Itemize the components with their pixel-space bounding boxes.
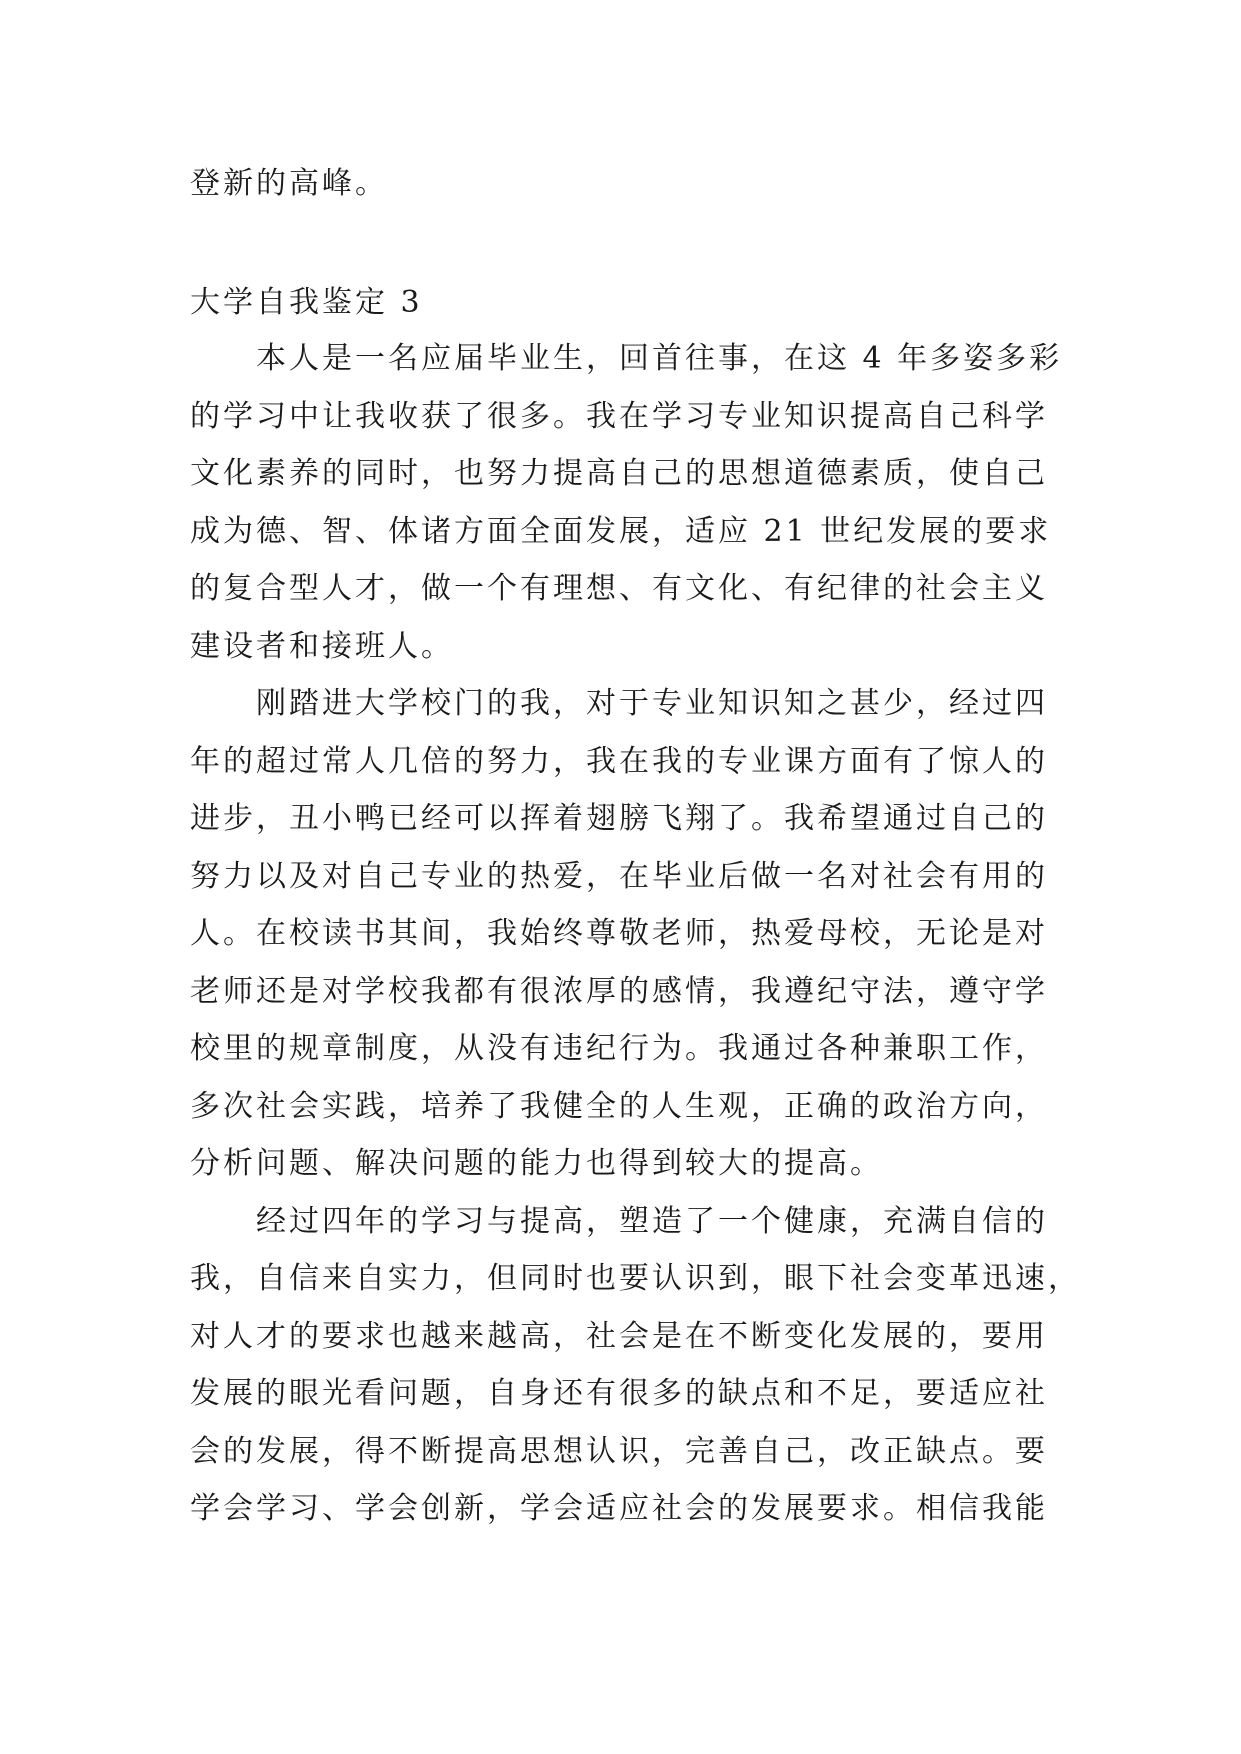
body-line: 建设者和接班人。 (190, 628, 454, 664)
body-line: 成为德、智、体诸方面全面发展，适应 21 世纪发展的要求 (190, 513, 1052, 549)
body-line: 人。在校读书其间，我始终尊敬老师，热爱母校，无论是对 (190, 916, 1048, 951)
body-line: 本人是一名应届毕业生，回首往事，在这 4 年多姿多彩 (256, 341, 1063, 376)
body-line: 对人才的要求也越来越高，社会是在不断变化发展的，要用 (190, 1318, 1048, 1354)
body-line: 的学习中让我收获了很多。我在学习专业知识提高自己科学 (190, 398, 1048, 434)
body-line: 老师还是对学校我都有很浓厚的感情，我遵纪守法，遵守学 (190, 973, 1048, 1009)
body-line: 我，自信来自实力，但同时也要认识到，眼下社会变革迅速， (190, 1261, 1081, 1296)
body-line: 校里的规章制度，从没有违纪行为。我通过各种兼职工作， (190, 1031, 1048, 1066)
continuation-text (190, 155, 1060, 213)
body-line: 经过四年的学习与提高，塑造了一个健康，充满自信的 (256, 1203, 1048, 1239)
body-line: 刚踏进大学校门的我，对于专业知识知之甚少，经过四 (256, 686, 1048, 721)
section-heading-text: 大学自我鉴定 3 (190, 285, 423, 320)
body-text (190, 330, 1081, 1538)
body-line: 多次社会实践，培养了我健全的人生观，正确的政治方向， (190, 1088, 1048, 1124)
body-line: 学会学习、学会创新，学会适应社会的发展要求。相信我能 (190, 1491, 1048, 1526)
body-line: 的复合型人才，做一个有理想、有文化、有纪律的社会主义 (190, 571, 1048, 606)
body-line: 努力以及对自己专业的热爱，在毕业后做一名对社会有用的 (190, 858, 1048, 894)
continuation-line: 登新的高峰。 (190, 166, 388, 201)
body-line: 会的发展，得不断提高思想认识，完善自己，改正缺点。要 (190, 1433, 1048, 1469)
body-line: 文化素养的同时，也努力提高自己的思想道德素质，使自己 (190, 456, 1048, 491)
body-line: 年的超过常人几倍的努力，我在我的专业课方面有了惊人的 (190, 743, 1048, 779)
body-line: 进步，丑小鸭已经可以挥着翅膀飞翔了。我希望通过自己的 (190, 801, 1048, 836)
body-line: 发展的眼光看问题，自身还有很多的缺点和不足，要适应社 (190, 1376, 1048, 1411)
body-line: 分析问题、解决问题的能力也得到较大的提高。 (190, 1146, 883, 1181)
